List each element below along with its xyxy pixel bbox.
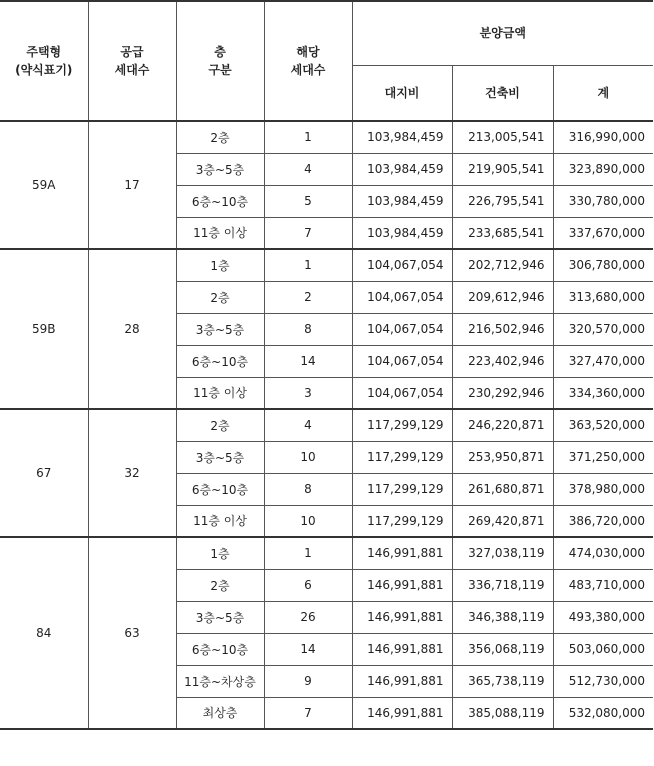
cell-units: 14 bbox=[264, 345, 352, 377]
cell-land: 104,067,054 bbox=[352, 345, 452, 377]
cell-units: 9 bbox=[264, 665, 352, 697]
cell-floor: 6층~10층 bbox=[176, 185, 264, 217]
cell-land: 146,991,881 bbox=[352, 537, 452, 569]
cell-total: 323,890,000 bbox=[553, 153, 653, 185]
cell-building: 253,950,871 bbox=[452, 441, 553, 473]
cell-building: 226,795,541 bbox=[452, 185, 553, 217]
cell-type: 59A bbox=[0, 121, 88, 249]
cell-units: 14 bbox=[264, 633, 352, 665]
cell-units: 7 bbox=[264, 217, 352, 249]
cell-land: 146,991,881 bbox=[352, 633, 452, 665]
cell-floor: 6층~10층 bbox=[176, 345, 264, 377]
cell-units: 3 bbox=[264, 377, 352, 409]
cell-total: 503,060,000 bbox=[553, 633, 653, 665]
cell-land: 117,299,129 bbox=[352, 409, 452, 441]
cell-floor: 11층 이상 bbox=[176, 217, 264, 249]
cell-land: 146,991,881 bbox=[352, 601, 452, 633]
cell-units: 5 bbox=[264, 185, 352, 217]
cell-total: 512,730,000 bbox=[553, 665, 653, 697]
cell-building: 246,220,871 bbox=[452, 409, 553, 441]
cell-floor: 11층 이상 bbox=[176, 505, 264, 537]
cell-land: 146,991,881 bbox=[352, 697, 452, 729]
cell-land: 104,067,054 bbox=[352, 313, 452, 345]
cell-total: 532,080,000 bbox=[553, 697, 653, 729]
table-header bbox=[0, 1, 653, 121]
cell-total: 378,980,000 bbox=[553, 473, 653, 505]
cell-building: 327,038,119 bbox=[452, 537, 553, 569]
table-row bbox=[0, 121, 653, 153]
cell-land: 103,984,459 bbox=[352, 153, 452, 185]
header-type: 주택형 (약식표기) bbox=[0, 1, 88, 121]
cell-total: 474,030,000 bbox=[553, 537, 653, 569]
cell-units: 8 bbox=[264, 313, 352, 345]
cell-land: 104,067,054 bbox=[352, 249, 452, 281]
cell-building: 261,680,871 bbox=[452, 473, 553, 505]
cell-floor: 2층 bbox=[176, 409, 264, 441]
cell-building: 230,292,946 bbox=[452, 377, 553, 409]
cell-units: 4 bbox=[264, 409, 352, 441]
cell-total: 493,380,000 bbox=[553, 601, 653, 633]
header-supply-units: 공급 세대수 bbox=[88, 1, 176, 121]
cell-floor: 6층~10층 bbox=[176, 473, 264, 505]
cell-type: 84 bbox=[0, 537, 88, 729]
cell-building: 336,718,119 bbox=[452, 569, 553, 601]
cell-building: 223,402,946 bbox=[452, 345, 553, 377]
cell-type: 59B bbox=[0, 249, 88, 409]
cell-building: 216,502,946 bbox=[452, 313, 553, 345]
header-land: 대지비 bbox=[352, 65, 452, 121]
cell-total: 313,680,000 bbox=[553, 281, 653, 313]
cell-units: 2 bbox=[264, 281, 352, 313]
cell-floor: 6층~10층 bbox=[176, 633, 264, 665]
cell-total: 363,520,000 bbox=[553, 409, 653, 441]
cell-land: 117,299,129 bbox=[352, 505, 452, 537]
cell-floor: 2층 bbox=[176, 281, 264, 313]
cell-land: 117,299,129 bbox=[352, 473, 452, 505]
cell-building: 213,005,541 bbox=[452, 121, 553, 153]
cell-floor: 3층~5층 bbox=[176, 313, 264, 345]
header-building: 건축비 bbox=[452, 65, 553, 121]
cell-floor: 1층 bbox=[176, 537, 264, 569]
cell-land: 103,984,459 bbox=[352, 121, 452, 153]
cell-building: 202,712,946 bbox=[452, 249, 553, 281]
cell-building: 385,088,119 bbox=[452, 697, 553, 729]
cell-building: 346,388,119 bbox=[452, 601, 553, 633]
table-row bbox=[0, 249, 653, 281]
cell-land: 117,299,129 bbox=[352, 441, 452, 473]
header-units: 해당 세대수 bbox=[264, 1, 352, 121]
cell-floor: 11층 이상 bbox=[176, 377, 264, 409]
cell-land: 103,984,459 bbox=[352, 185, 452, 217]
cell-land: 104,067,054 bbox=[352, 281, 452, 313]
cell-floor: 최상층 bbox=[176, 697, 264, 729]
cell-land: 146,991,881 bbox=[352, 665, 452, 697]
cell-total: 306,780,000 bbox=[553, 249, 653, 281]
table-row bbox=[0, 537, 653, 569]
header-price: 분양금액 bbox=[352, 1, 653, 65]
cell-floor: 3층~5층 bbox=[176, 153, 264, 185]
cell-supply-units: 28 bbox=[88, 249, 176, 409]
cell-total: 334,360,000 bbox=[553, 377, 653, 409]
cell-total: 337,670,000 bbox=[553, 217, 653, 249]
cell-land: 104,067,054 bbox=[352, 377, 452, 409]
cell-total: 316,990,000 bbox=[553, 121, 653, 153]
cell-units: 8 bbox=[264, 473, 352, 505]
cell-supply-units: 63 bbox=[88, 537, 176, 729]
cell-total: 330,780,000 bbox=[553, 185, 653, 217]
cell-units: 7 bbox=[264, 697, 352, 729]
table-body bbox=[0, 121, 653, 729]
cell-type: 67 bbox=[0, 409, 88, 537]
cell-land: 103,984,459 bbox=[352, 217, 452, 249]
cell-building: 365,738,119 bbox=[452, 665, 553, 697]
cell-units: 1 bbox=[264, 121, 352, 153]
cell-floor: 3층~5층 bbox=[176, 441, 264, 473]
cell-units: 6 bbox=[264, 569, 352, 601]
cell-units: 10 bbox=[264, 441, 352, 473]
header-total: 계 bbox=[553, 65, 653, 121]
cell-building: 269,420,871 bbox=[452, 505, 553, 537]
cell-units: 1 bbox=[264, 537, 352, 569]
cell-units: 10 bbox=[264, 505, 352, 537]
cell-units: 4 bbox=[264, 153, 352, 185]
cell-total: 483,710,000 bbox=[553, 569, 653, 601]
cell-land: 146,991,881 bbox=[352, 569, 452, 601]
table-row bbox=[0, 409, 653, 441]
cell-floor: 2층 bbox=[176, 121, 264, 153]
cell-building: 209,612,946 bbox=[452, 281, 553, 313]
cell-total: 386,720,000 bbox=[553, 505, 653, 537]
cell-floor: 1층 bbox=[176, 249, 264, 281]
cell-floor: 2층 bbox=[176, 569, 264, 601]
cell-floor: 3층~5층 bbox=[176, 601, 264, 633]
cell-building: 219,905,541 bbox=[452, 153, 553, 185]
cell-total: 327,470,000 bbox=[553, 345, 653, 377]
cell-floor: 11층~차상층 bbox=[176, 665, 264, 697]
cell-supply-units: 32 bbox=[88, 409, 176, 537]
header-floor: 층 구분 bbox=[176, 1, 264, 121]
cell-units: 26 bbox=[264, 601, 352, 633]
cell-building: 233,685,541 bbox=[452, 217, 553, 249]
cell-supply-units: 17 bbox=[88, 121, 176, 249]
cell-total: 320,570,000 bbox=[553, 313, 653, 345]
cell-units: 1 bbox=[264, 249, 352, 281]
cell-building: 356,068,119 bbox=[452, 633, 553, 665]
cell-total: 371,250,000 bbox=[553, 441, 653, 473]
